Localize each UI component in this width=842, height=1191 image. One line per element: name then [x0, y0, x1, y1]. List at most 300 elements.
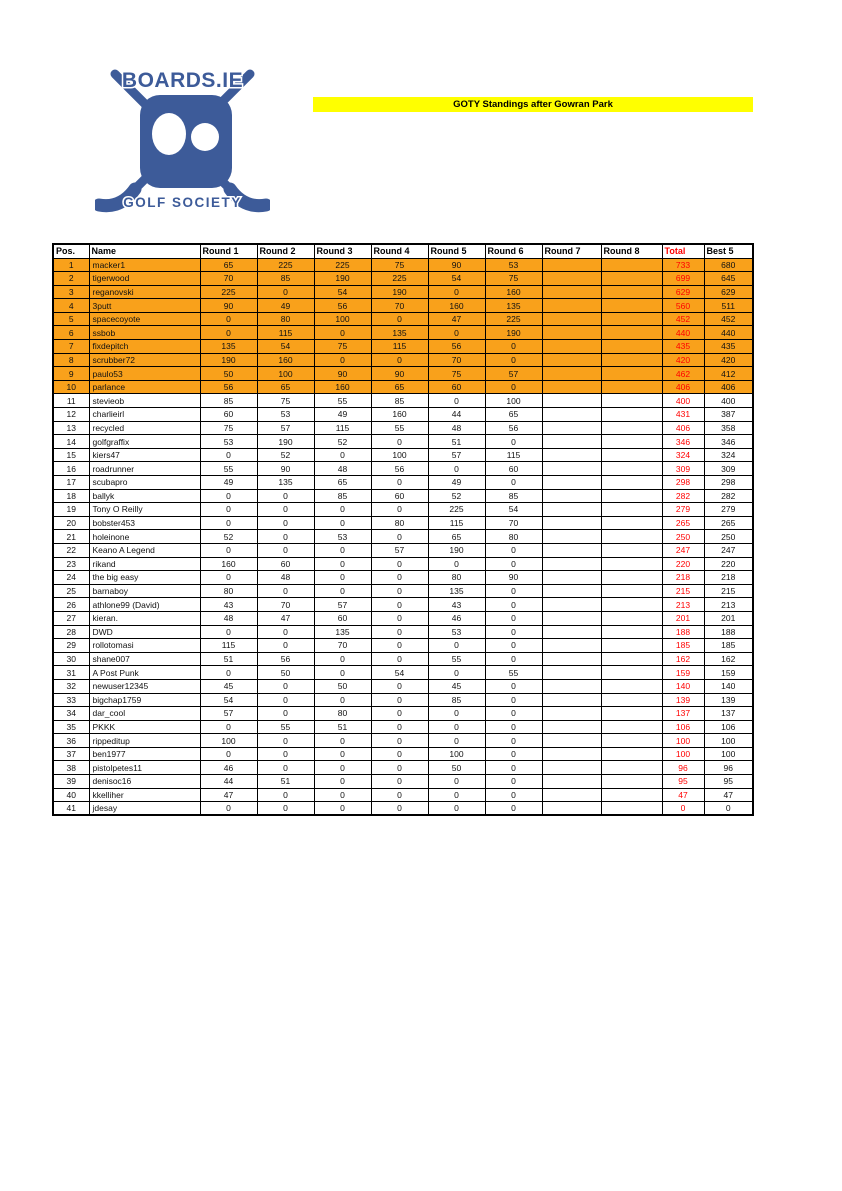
cell-round-6: 0	[485, 557, 542, 571]
cell-name: macker1	[89, 258, 200, 272]
cell-round-2: 48	[257, 571, 314, 585]
cell-round-5: 0	[428, 557, 485, 571]
cell-round-7	[542, 788, 601, 802]
cell-round-2: 52	[257, 448, 314, 462]
cell-round-4: 0	[371, 802, 428, 816]
cell-pos: 32	[53, 679, 89, 693]
cell-round-1: 75	[200, 421, 257, 435]
cell-round-8	[601, 272, 662, 286]
column-header-name: Name	[89, 244, 200, 258]
cell-round-3: 0	[314, 503, 371, 517]
cell-round-8	[601, 666, 662, 680]
cell-round-8	[601, 408, 662, 422]
cell-round-3: 100	[314, 312, 371, 326]
cell-best5: 511	[704, 299, 753, 313]
cell-round-7	[542, 693, 601, 707]
cell-round-3: 0	[314, 775, 371, 789]
cell-round-5: 54	[428, 272, 485, 286]
cell-round-3: 50	[314, 679, 371, 693]
cell-round-8	[601, 299, 662, 313]
cell-round-2: 0	[257, 285, 314, 299]
cell-name: ben1977	[89, 747, 200, 761]
cell-round-1: 0	[200, 516, 257, 530]
cell-round-6: 0	[485, 584, 542, 598]
cell-name: PKKK	[89, 720, 200, 734]
cell-round-8	[601, 652, 662, 666]
cell-round-8	[601, 639, 662, 653]
cell-round-7	[542, 707, 601, 721]
cell-round-1: 100	[200, 734, 257, 748]
cell-round-5: 51	[428, 435, 485, 449]
cell-round-1: 48	[200, 611, 257, 625]
cell-round-8	[601, 571, 662, 585]
cell-round-4: 0	[371, 503, 428, 517]
cell-best5: 435	[704, 340, 753, 354]
cell-round-6: 56	[485, 421, 542, 435]
cell-best5: 185	[704, 639, 753, 653]
cell-round-2: 55	[257, 720, 314, 734]
table-row	[53, 516, 753, 530]
cell-round-6: 135	[485, 299, 542, 313]
header-row	[53, 244, 753, 258]
cell-best5: 95	[704, 775, 753, 789]
cell-best5: 139	[704, 693, 753, 707]
cell-round-5: 0	[428, 394, 485, 408]
cell-round-6: 55	[485, 666, 542, 680]
cell-round-5: 47	[428, 312, 485, 326]
cell-round-7	[542, 516, 601, 530]
cell-round-6: 0	[485, 693, 542, 707]
cell-round-4: 190	[371, 285, 428, 299]
cell-round-1: 44	[200, 775, 257, 789]
cell-name: reganovski	[89, 285, 200, 299]
cell-round-6: 65	[485, 408, 542, 422]
cell-round-5: 65	[428, 530, 485, 544]
cell-round-8	[601, 734, 662, 748]
cell-round-2: 70	[257, 598, 314, 612]
cell-round-4: 0	[371, 720, 428, 734]
cell-name: 3putt	[89, 299, 200, 313]
cell-round-4: 0	[371, 435, 428, 449]
table-row	[53, 734, 753, 748]
cell-round-1: 56	[200, 380, 257, 394]
cell-round-1: 0	[200, 666, 257, 680]
cell-round-7	[542, 747, 601, 761]
cell-round-4: 0	[371, 557, 428, 571]
cell-round-3: 52	[314, 435, 371, 449]
robot-left-eye	[152, 113, 186, 155]
cell-round-3: 0	[314, 353, 371, 367]
cell-round-6: 0	[485, 707, 542, 721]
cell-total: 440	[662, 326, 704, 340]
cell-total: 100	[662, 747, 704, 761]
cell-round-5: 115	[428, 516, 485, 530]
cell-best5: 400	[704, 394, 753, 408]
cell-round-7	[542, 625, 601, 639]
cell-best5: 250	[704, 530, 753, 544]
cell-round-5: 135	[428, 584, 485, 598]
column-header-round-6: Round 6	[485, 244, 542, 258]
table-row	[53, 775, 753, 789]
table-header	[53, 244, 753, 258]
cell-round-1: 225	[200, 285, 257, 299]
cell-round-8	[601, 421, 662, 435]
cell-pos: 39	[53, 775, 89, 789]
cell-round-7	[542, 448, 601, 462]
cell-round-1: 90	[200, 299, 257, 313]
table-row	[53, 435, 753, 449]
table-row	[53, 571, 753, 585]
cell-round-8	[601, 353, 662, 367]
cell-round-8	[601, 802, 662, 816]
cell-round-3: 0	[314, 516, 371, 530]
cell-round-3: 48	[314, 462, 371, 476]
cell-pos: 27	[53, 611, 89, 625]
cell-round-1: 60	[200, 408, 257, 422]
cell-round-4: 65	[371, 380, 428, 394]
cell-best5: 346	[704, 435, 753, 449]
cell-round-3: 90	[314, 367, 371, 381]
cell-pos: 8	[53, 353, 89, 367]
cell-round-3: 0	[314, 543, 371, 557]
cell-round-6: 53	[485, 258, 542, 272]
cell-round-5: 0	[428, 707, 485, 721]
cell-name: holeinone	[89, 530, 200, 544]
cell-round-3: 135	[314, 625, 371, 639]
cell-pos: 15	[53, 448, 89, 462]
cell-round-5: 0	[428, 639, 485, 653]
cell-total: 247	[662, 543, 704, 557]
cell-round-3: 80	[314, 707, 371, 721]
cell-pos: 20	[53, 516, 89, 530]
cell-round-6: 0	[485, 802, 542, 816]
cell-round-8	[601, 448, 662, 462]
cell-round-5: 0	[428, 720, 485, 734]
cell-name: bigchap1759	[89, 693, 200, 707]
table-row	[53, 326, 753, 340]
cell-round-5: 0	[428, 462, 485, 476]
table-row	[53, 462, 753, 476]
cell-round-6: 0	[485, 652, 542, 666]
cell-best5: 106	[704, 720, 753, 734]
cell-name: fixdepitch	[89, 340, 200, 354]
cell-round-6: 0	[485, 679, 542, 693]
cell-best5: 0	[704, 802, 753, 816]
cell-round-2: 0	[257, 503, 314, 517]
cell-total: 279	[662, 503, 704, 517]
cell-round-3: 65	[314, 476, 371, 490]
cell-round-4: 0	[371, 476, 428, 490]
cell-best5: 220	[704, 557, 753, 571]
cell-name: barnaboy	[89, 584, 200, 598]
cell-round-5: 70	[428, 353, 485, 367]
cell-round-8	[601, 340, 662, 354]
cell-round-4: 0	[371, 747, 428, 761]
cell-round-7	[542, 272, 601, 286]
cell-pos: 18	[53, 489, 89, 503]
cell-round-4: 0	[371, 353, 428, 367]
cell-round-3: 57	[314, 598, 371, 612]
cell-round-7	[542, 421, 601, 435]
cell-name: A Post Punk	[89, 666, 200, 680]
cell-total: 324	[662, 448, 704, 462]
cell-total: 282	[662, 489, 704, 503]
cell-round-1: 52	[200, 530, 257, 544]
cell-round-2: 0	[257, 530, 314, 544]
cell-round-6: 0	[485, 761, 542, 775]
cell-round-3: 56	[314, 299, 371, 313]
cell-round-8	[601, 598, 662, 612]
cell-round-3: 160	[314, 380, 371, 394]
cell-name: kieran.	[89, 611, 200, 625]
cell-best5: 387	[704, 408, 753, 422]
cell-best5: 265	[704, 516, 753, 530]
cell-name: rollotomasi	[89, 639, 200, 653]
cell-round-8	[601, 611, 662, 625]
cell-pos: 16	[53, 462, 89, 476]
cell-round-8	[601, 285, 662, 299]
cell-round-5: 90	[428, 258, 485, 272]
cell-round-2: 54	[257, 340, 314, 354]
cell-round-6: 100	[485, 394, 542, 408]
cell-best5: 420	[704, 353, 753, 367]
cell-name: paulo53	[89, 367, 200, 381]
cell-best5: 406	[704, 380, 753, 394]
table-row	[53, 272, 753, 286]
cell-round-2: 53	[257, 408, 314, 422]
table-row	[53, 584, 753, 598]
cell-pos: 14	[53, 435, 89, 449]
table-row	[53, 652, 753, 666]
cell-round-2: 0	[257, 584, 314, 598]
cell-total: 406	[662, 380, 704, 394]
cell-round-7	[542, 679, 601, 693]
column-header-round-4: Round 4	[371, 244, 428, 258]
cell-round-4: 0	[371, 775, 428, 789]
cell-best5: 629	[704, 285, 753, 299]
cell-round-6: 85	[485, 489, 542, 503]
cell-pos: 21	[53, 530, 89, 544]
cell-total: 431	[662, 408, 704, 422]
cell-best5: 201	[704, 611, 753, 625]
cell-total: 699	[662, 272, 704, 286]
cell-round-5: 56	[428, 340, 485, 354]
cell-round-6: 0	[485, 625, 542, 639]
cell-round-7	[542, 666, 601, 680]
cell-best5: 137	[704, 707, 753, 721]
cell-pos: 31	[53, 666, 89, 680]
cell-total: 96	[662, 761, 704, 775]
cell-round-2: 90	[257, 462, 314, 476]
cell-round-7	[542, 802, 601, 816]
cell-round-7	[542, 476, 601, 490]
cell-round-8	[601, 489, 662, 503]
cell-best5: 213	[704, 598, 753, 612]
cell-round-8	[601, 720, 662, 734]
column-header-best-5: Best 5	[704, 244, 753, 258]
cell-round-8	[601, 435, 662, 449]
cell-round-3: 54	[314, 285, 371, 299]
cell-round-4: 0	[371, 734, 428, 748]
cell-round-3: 0	[314, 788, 371, 802]
column-header-round-3: Round 3	[314, 244, 371, 258]
cell-pos: 25	[53, 584, 89, 598]
cell-best5: 282	[704, 489, 753, 503]
table-row	[53, 380, 753, 394]
cell-round-2: 0	[257, 747, 314, 761]
cell-round-5: 0	[428, 734, 485, 748]
cell-name: scubapro	[89, 476, 200, 490]
table-row	[53, 353, 753, 367]
cell-pos: 5	[53, 312, 89, 326]
cell-round-7	[542, 611, 601, 625]
column-header-round-2: Round 2	[257, 244, 314, 258]
cell-round-6: 0	[485, 435, 542, 449]
table-row	[53, 476, 753, 490]
cell-round-7	[542, 530, 601, 544]
cell-name: shane007	[89, 652, 200, 666]
cell-round-7	[542, 584, 601, 598]
cell-round-1: 0	[200, 802, 257, 816]
cell-total: 400	[662, 394, 704, 408]
title-banner: GOTY Standings after Gowran Park	[313, 97, 753, 112]
cell-pos: 2	[53, 272, 89, 286]
logo-subtitle-text: GOLF SOCIETY	[123, 195, 242, 210]
cell-round-3: 85	[314, 489, 371, 503]
cell-round-8	[601, 367, 662, 381]
cell-round-6: 80	[485, 530, 542, 544]
cell-total: 162	[662, 652, 704, 666]
cell-best5: 100	[704, 734, 753, 748]
cell-pos: 23	[53, 557, 89, 571]
cell-best5: 324	[704, 448, 753, 462]
cell-round-4: 0	[371, 639, 428, 653]
cell-total: 462	[662, 367, 704, 381]
table-row	[53, 557, 753, 571]
cell-round-1: 115	[200, 639, 257, 653]
cell-round-6: 0	[485, 775, 542, 789]
cell-round-2: 85	[257, 272, 314, 286]
cell-best5: 680	[704, 258, 753, 272]
cell-round-5: 57	[428, 448, 485, 462]
cell-round-6: 0	[485, 353, 542, 367]
cell-round-6: 0	[485, 611, 542, 625]
cell-round-3: 0	[314, 693, 371, 707]
cell-round-7	[542, 557, 601, 571]
table-row	[53, 421, 753, 435]
cell-round-1: 85	[200, 394, 257, 408]
table-row	[53, 611, 753, 625]
cell-round-5: 0	[428, 326, 485, 340]
cell-best5: 100	[704, 747, 753, 761]
cell-name: roadrunner	[89, 462, 200, 476]
cell-round-1: 0	[200, 720, 257, 734]
cell-round-7	[542, 761, 601, 775]
cell-round-5: 190	[428, 543, 485, 557]
cell-round-3: 0	[314, 802, 371, 816]
cell-round-1: 0	[200, 448, 257, 462]
cell-name: spacecoyote	[89, 312, 200, 326]
cell-round-8	[601, 707, 662, 721]
cell-round-3: 0	[314, 652, 371, 666]
cell-total: 185	[662, 639, 704, 653]
cell-round-3: 60	[314, 611, 371, 625]
cell-total: 188	[662, 625, 704, 639]
cell-round-2: 50	[257, 666, 314, 680]
cell-best5: 96	[704, 761, 753, 775]
cell-round-1: 47	[200, 788, 257, 802]
cell-name: recycled	[89, 421, 200, 435]
cell-round-1: 45	[200, 679, 257, 693]
cell-round-3: 0	[314, 557, 371, 571]
cell-round-6: 75	[485, 272, 542, 286]
cell-round-4: 0	[371, 679, 428, 693]
cell-name: golfgraffix	[89, 435, 200, 449]
cell-round-5: 53	[428, 625, 485, 639]
cell-round-6: 115	[485, 448, 542, 462]
cell-round-4: 55	[371, 421, 428, 435]
cell-total: 309	[662, 462, 704, 476]
cell-name: stevieob	[89, 394, 200, 408]
cell-pos: 28	[53, 625, 89, 639]
column-header-pos: Pos.	[53, 244, 89, 258]
column-header-total: Total	[662, 244, 704, 258]
cell-name: jdesay	[89, 802, 200, 816]
cell-round-1: 0	[200, 489, 257, 503]
cell-round-1: 0	[200, 503, 257, 517]
column-header-round-7: Round 7	[542, 244, 601, 258]
cell-round-4: 70	[371, 299, 428, 313]
cell-round-4: 56	[371, 462, 428, 476]
cell-round-8	[601, 543, 662, 557]
cell-round-7	[542, 394, 601, 408]
column-header-round-1: Round 1	[200, 244, 257, 258]
cell-round-3: 0	[314, 666, 371, 680]
cell-round-2: 80	[257, 312, 314, 326]
logo-brand-text: BOARDS.IE	[121, 69, 244, 92]
cell-round-6: 70	[485, 516, 542, 530]
table-row	[53, 367, 753, 381]
cell-round-4: 85	[371, 394, 428, 408]
cell-best5: 162	[704, 652, 753, 666]
cell-best5: 47	[704, 788, 753, 802]
cell-total: 201	[662, 611, 704, 625]
cell-total: 420	[662, 353, 704, 367]
cell-round-8	[601, 625, 662, 639]
cell-round-1: 49	[200, 476, 257, 490]
table-row	[53, 707, 753, 721]
cell-total: 560	[662, 299, 704, 313]
table-row	[53, 802, 753, 816]
cell-round-6: 160	[485, 285, 542, 299]
cell-pos: 29	[53, 639, 89, 653]
cell-round-3: 75	[314, 340, 371, 354]
cell-round-8	[601, 761, 662, 775]
cell-total: 220	[662, 557, 704, 571]
cell-round-8	[601, 693, 662, 707]
cell-best5: 358	[704, 421, 753, 435]
cell-round-8	[601, 503, 662, 517]
cell-round-4: 60	[371, 489, 428, 503]
cell-pos: 35	[53, 720, 89, 734]
table-row	[53, 543, 753, 557]
cell-round-7	[542, 326, 601, 340]
cell-total: 629	[662, 285, 704, 299]
cell-round-1: 46	[200, 761, 257, 775]
cell-round-2: 0	[257, 693, 314, 707]
cell-best5: 452	[704, 312, 753, 326]
cell-round-4: 0	[371, 584, 428, 598]
